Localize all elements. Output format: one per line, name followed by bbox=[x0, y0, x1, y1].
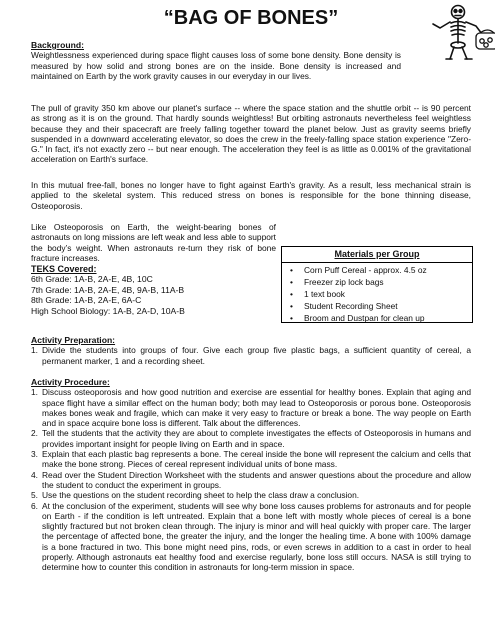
procedure-steps bbox=[31, 387, 471, 572]
materials-heading: Materials per Group bbox=[282, 247, 472, 263]
teks-section bbox=[31, 264, 276, 316]
teks-heading: TEKS Covered: bbox=[31, 264, 97, 274]
step-number: 5. bbox=[31, 490, 38, 501]
preparation-steps bbox=[31, 345, 471, 366]
materials-item: • Student Recording Sheet bbox=[290, 300, 472, 312]
step-text: Read over the Student Direction Worksheet with the students and answer questions about the procedure and allow the student to conduct the experiment in groups. bbox=[42, 469, 471, 490]
procedure-step bbox=[31, 501, 471, 573]
procedure-section bbox=[31, 377, 471, 573]
procedure-step bbox=[31, 428, 471, 449]
background-paragraph: In this mutual free-fall, bones no longer have to fight against Earth's gravity. As a result, less mechanical strain is applied to the skeletal system. This reduced stress on bones is responsible for the bone thinning disease, Osteoporosis. bbox=[31, 180, 471, 211]
background-paragraph: Weightlessness experienced during space flight causes loss of some bone density. Bone density is measured by how solid and strong bones are on the inside. Bone density is increased and maintained on Earth by the work gravity causes in our everyday in our lives. bbox=[31, 50, 401, 81]
procedure-step bbox=[31, 387, 471, 428]
procedure-step bbox=[31, 449, 471, 470]
step-number: 6. bbox=[31, 500, 38, 511]
background-paragraph: The pull of gravity 350 km above our planet's surface -- where the space station and the shuttle orbit -- is 90 percent as strong as it is on the ground. That hardly sounds weightless! But orbiting astronauts nevertheless feel weightless because they and their spacecraft are freely falling together toward the planet below. Just as gravity seems briefly suspended in a downward accelerating elevator, so does the crew in the freely-falling space station experience "Zero-G." In fact, it's not exactly zero -- but near enough. The acceleration they feel is as little as 0.001% of the gravitational acceleration on Earth's surface. bbox=[31, 103, 471, 165]
preparation-heading: Activity Preparation: bbox=[31, 335, 116, 345]
materials-item: • Corn Puff Cereal - approx. 4.5 oz bbox=[290, 264, 472, 276]
step-text: Explain that each plastic bag represents a bone. The cereal inside the bone will represent the calcium and cells that make the bone strong. Pieces of cereal represent individual units of bone mass. bbox=[42, 449, 471, 470]
materials-list bbox=[282, 264, 472, 324]
step-number: 3. bbox=[31, 449, 38, 460]
materials-item: • Broom and Dustpan for clean up bbox=[290, 312, 472, 324]
teks-line: 6th Grade: 1A-B, 2A-E, 4B, 10C bbox=[31, 274, 153, 285]
materials-item: • Freezer zip lock bags bbox=[290, 276, 472, 288]
step-number: 4. bbox=[31, 469, 38, 480]
background-paragraph: Like Osteoporosis on Earth, the weight-bearing bones of astronauts on long missions are left weak and less able to support the body’s weight. When astronauts re-turn they risk of bone fracture increases. bbox=[31, 222, 276, 263]
procedure-heading: Activity Procedure: bbox=[31, 377, 110, 387]
procedure-step bbox=[31, 490, 471, 500]
step-text: Use the questions on the student recording sheet to help the class draw a conclusion. bbox=[42, 490, 360, 501]
step-number: 1. bbox=[31, 387, 38, 398]
background-section bbox=[31, 40, 401, 81]
step-number: 2. bbox=[31, 428, 38, 439]
page-title: “BAG OF BONES” bbox=[163, 7, 339, 29]
preparation-step bbox=[31, 345, 471, 366]
teks-line: High School Biology: 1A-B, 2A-D, 10A-B bbox=[31, 305, 185, 316]
step-text: Discuss osteoporosis and how good nutrition and exercise are essential for healthy bones. Explain that aging and space flight have a similar effect on the human body; both may lead to Osteoporosis or porous bone. Osteoporosis makes bones weak and fragile, which can make it very easy to fracture or break a bone. The way people on Earth and in space acquire bone loss is different. Talk about the differences. bbox=[42, 387, 471, 429]
materials-box bbox=[281, 246, 473, 323]
skeleton-illustration bbox=[420, 3, 495, 61]
teks-line: 7th Grade: 1A-B, 2A-E, 4B, 9A-B, 11A-B bbox=[31, 284, 185, 295]
step-text: Divide the students into groups of four. Give each group five plastic bags, a sufficient quantity of cereal, a permanent marker, 1 and a recording sheet. bbox=[42, 345, 471, 366]
step-text: At the conclusion of the experiment, students will see why bone loss causes problems for astronauts and for people on Earth - if the condition is left untreated. Explain that a bone left with mostly whole pieces of cereal is a bone slightly fractured but not broken clean through. The injury is minor and will heal quickly with proper care. The larger the percentage of affected bone, the greater the injury, and the longer the healing time. A bone with 100% damage is a bone fractured in two. This bone might need pins, rods, or even screws in addition to a cast in order to heal properly. Although astronauts eat healthy food and exercise regularly, bone loss still occurs. NASA is still trying to determine how to counter this condition in astronauts for long-term mission in space. bbox=[42, 500, 471, 573]
preparation-section bbox=[31, 335, 471, 366]
step-text: Tell the students that the activity they are about to complete investigates the effects of Osteoporosis in humans and provides important insight for people living on Earth and in space. bbox=[42, 428, 471, 449]
background-heading: Background: bbox=[31, 40, 84, 50]
materials-item: • 1 text book bbox=[290, 288, 472, 300]
procedure-step bbox=[31, 470, 471, 491]
step-number: 1. bbox=[31, 345, 38, 356]
teks-line: 8th Grade: 1A-B, 2A-E, 6A-C bbox=[31, 295, 142, 306]
